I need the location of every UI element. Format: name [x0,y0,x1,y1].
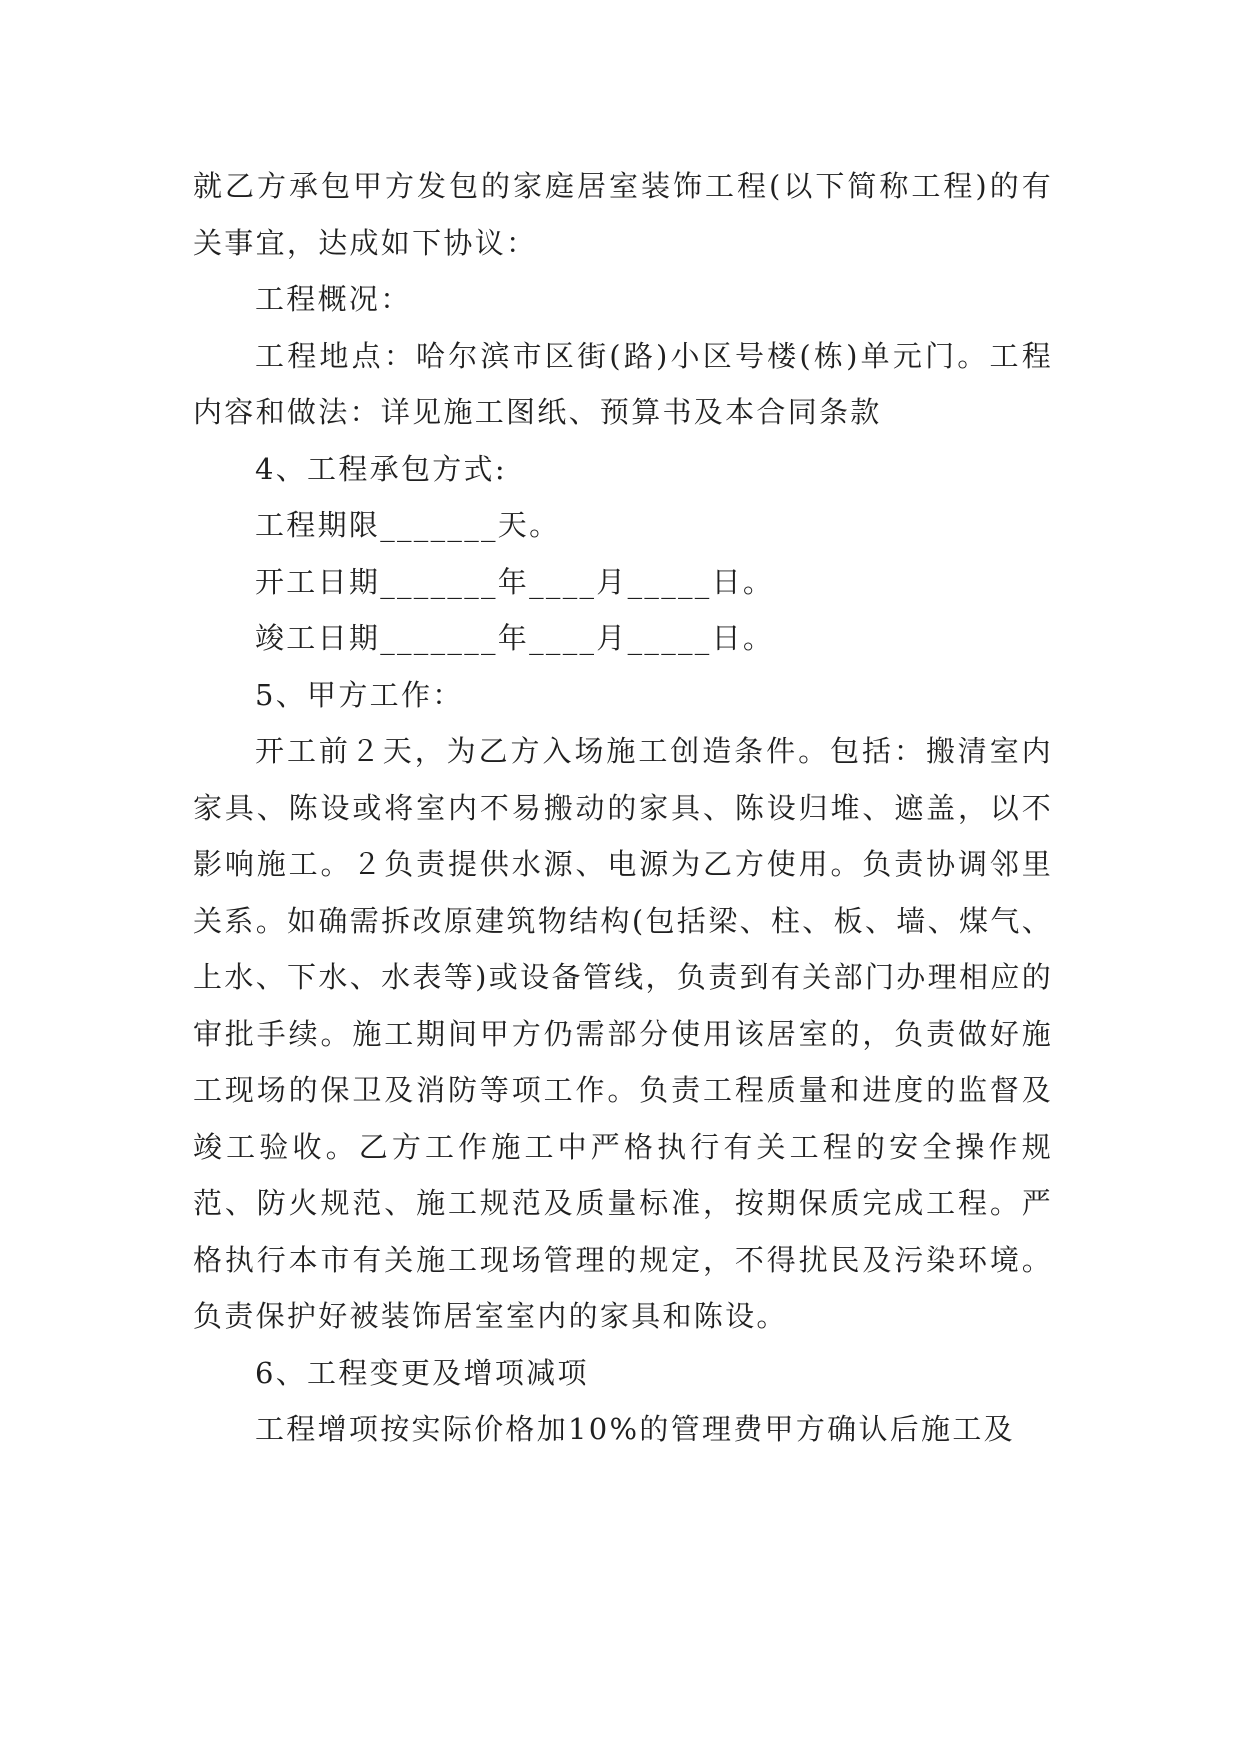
paragraph-completion-date: 竣工日期_______年____月_____日。 [255,621,775,655]
paragraph-project-location: 工程地点：哈尔滨市区街(路)小区号楼(栋)单元门。工程内容和做法：详见施工图纸、预算书及本合同条款 [193,338,1053,429]
paragraph-intro: 就乙方承包甲方发包的家庭居室装饰工程(以下简称工程)的有关事宜，达成如下协议： [193,169,1053,260]
paragraph-changes-heading: 6、工程变更及增项减项 [255,1355,589,1390]
paragraph-start-date: 开工日期_______年____月_____日。 [255,564,775,599]
paragraph-project-duration: 工程期限_______天。 [255,508,561,542]
document-body [193,158,1053,1458]
paragraph-contract-method-heading: 4、工程承包方式: [255,451,507,486]
paragraph-project-overview-heading: 工程概况： [255,282,412,316]
paragraph-party-a-duties: 开工前２天，为乙方入场施工创造条件。包括：搬清室内家具、陈设或将室内不易搬动的家具、陈设归堆、遮盖，以不影响施工。２负责提供水源、电源为乙方使用。负责协调邻里关系。如确需拆改原建筑物结构(包括梁、柱、板、墙、煤气、上水、下水、水表等)或设备管线，负责到有关部门办理相应的审批手续。施工期间甲方仍需部分使用该居室的，负责做好施工现场的保卫及消防等项工作。负责工程质量和进度的监督及竣工验收。乙方工作施工中严格执行有关工程的安全操作规范、防火规范、施工规范及质量标准，按期保质完成工程。严格执行本市有关施工现场管理的规定，不得扰民及污染环境。负责保护好被装饰居室室内的家具和陈设。 [193,734,1053,1333]
paragraph-additional-items: 工程增项按实际价格加10%的管理费甲方确认后施工及 [255,1412,1015,1446]
paragraph-party-a-heading: 5、甲方工作： [255,677,464,712]
